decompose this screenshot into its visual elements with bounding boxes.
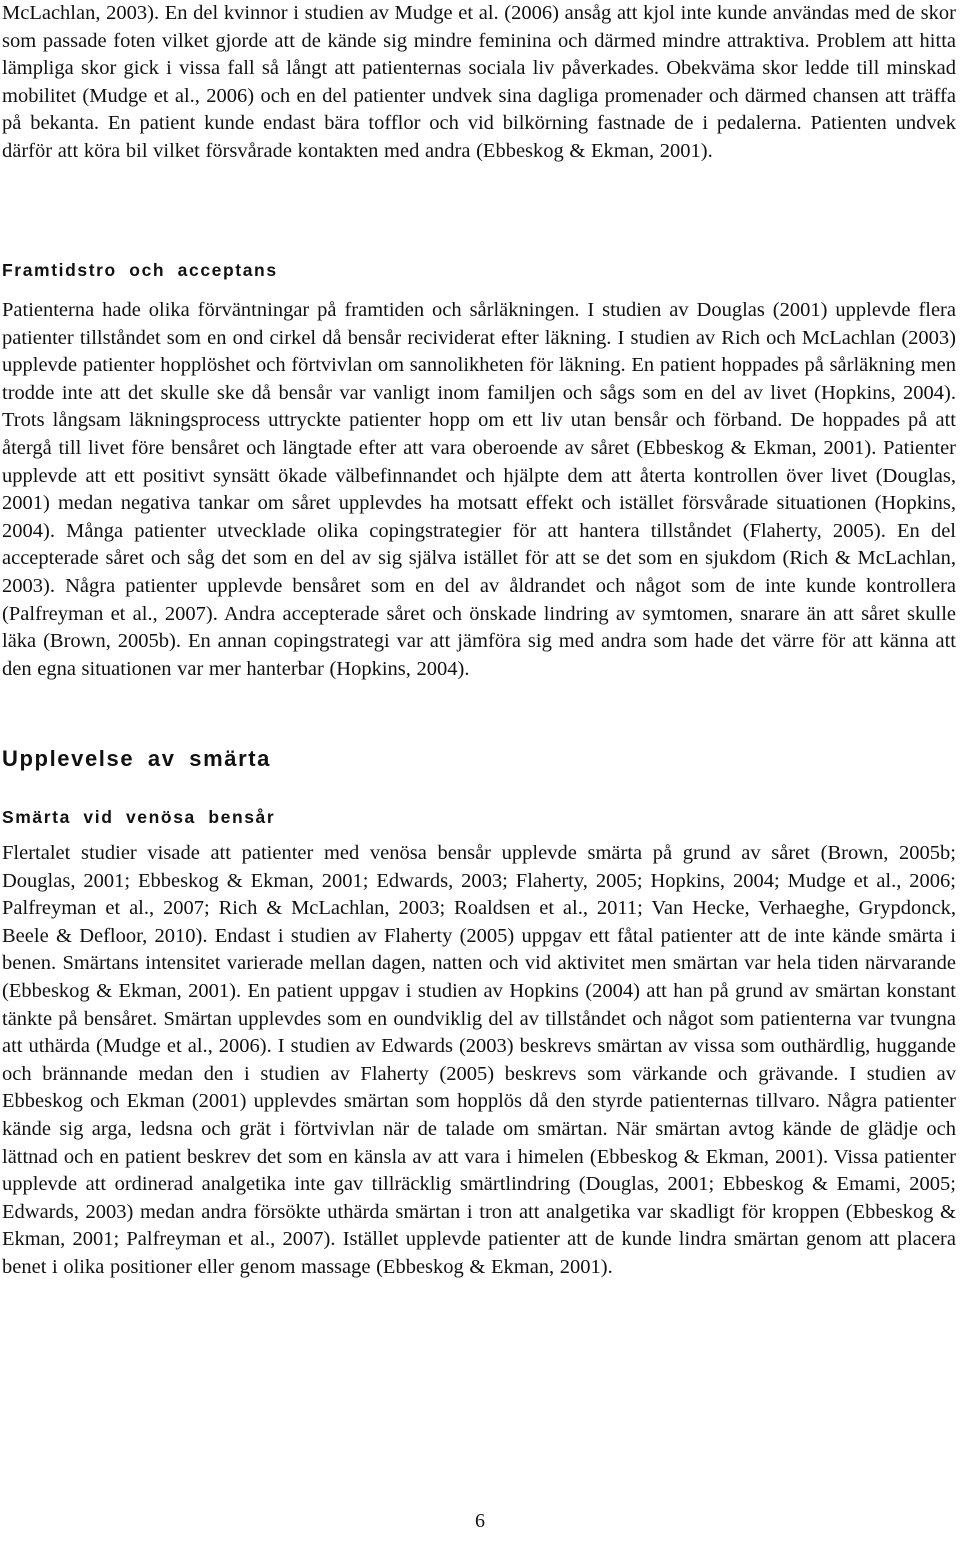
paragraph-pain-venous-ulcers: Flertalet studier visade att patienter med venösa bensår upplevde smärta på grund av såret (Brown, 2005b; Douglas, 2001; Ebbeskog & Ekman, 2001; Edwards, 2003; Flaherty, 2005; Hopkins, 2004; Mudge et al., 2006; Palfreyman et al., 2007; Rich & McLachlan, 2003; Roaldsen et al., 2011; Van Hecke, Verhaeghe, Grypdonck, Beele & Defloor, 2010). Endast i studien av Flaherty (2005) uppgav ett fåtal patienter att de inte kände smärta i benen. Smärtans intensitet varierade mellan dagen, natten och vid aktivitet men smärtan var hela tiden närvarande (Ebbeskog & Ekman, 2001). En patient uppgav i studien av Hopkins (2004) att han på grund av smärtan konstant tänkte på bensåret. Smärtan upplevdes som en oundviklig del av tillståndet och något som patienterna var tvungna att uthärda (Mudge et al., 2006). I studien av Edwards (2003) beskrevs smärtan av vissa som outhärdlig, huggande och brännande medan den i studien av Flaherty (2005) beskrevs som värkande och grävande. I studien av Ebbeskog och Ekman (2001) upplevdes smärtan som hopplös då den styrde patienternas tillvaro. Några patienter kände sig arga, ledsna och grät i förtvivlan när de talade om smärtan. När smärtan avtog kände de glädje och lättnad och en patient beskrev det som en känsla av att vara i himelen (Ebbeskog & Ekman, 2001). Vissa patienter upplevde att ordinerad analgetika inte gav tillräcklig smärtlindring (Douglas, 2001; Ebbeskog & Emami, 2005; Edwards, 2003) medan andra försökte uthärda smärtan i tron att analgetika var skadligt för kroppen (Ebbeskog & Ekman, 2001; Palfreyman et al., 2007). Istället upplevde patienter att de kunde lindra smärtan genom att placera benet i olika positioner eller genom massage (Ebbeskog & Ekman, 2001). [2, 842, 956, 1278]
section-heading-framtidstro: Framtidstro och acceptans [2, 260, 278, 280]
paragraph-future-and-acceptance: Patienterna hade olika förväntningar på framtiden och sårläkningen. I studien av Douglas (2001) upplevde flera patienter tillståndet som en ond cirkel då bensår recividerat efter läkning. I studien av Rich och McLachlan (2003) upplevde patienter hopplöshet och förtvivlan om sannolikheten för läkning. En patient hoppades på sårläkning men trodde inte att det skulle ske då bensår var vanligt inom familjen och sågs som en del av livet (Hopkins, 2004). Trots långsam läkningsprocess uttryckte patienter hopp om ett liv utan bensår och förband. De hoppades på att återgå till livet före bensåret och längtade efter att vara oberoende av såret (Ebbeskog & Ekman, 2001). Patienter upplevde att ett positivt synsätt ökade välbefinnandet och hjälpte dem att återta kontrollen över livet (Douglas, 2001) medan negativa tankar om såret upplevdes ha motsatt effekt och istället försvårade situationen (Hopkins, 2004). Många patienter utvecklade olika copingstrategier för att hantera tillståndet (Flaherty, 2005). En del accepterade såret och såg det som en del av sig själva istället för att se det som en sjukdom (Rich & McLachlan, 2003). Några patienter upplevde bensåret som en del av åldrandet och något som de inte kunde kontrollera (Palfreyman et al., 2007). Andra accepterade såret och önskade lindring av symtomen, snarare än att såret skulle läka (Brown, 2005b). En annan copingstrategi var att jämföra sig med andra som hade det värre för att känna att den egna situationen var mer hanterbar (Hopkins, 2004). [2, 299, 956, 680]
page-number: 6 [475, 1510, 485, 1532]
paragraph-shoes-and-mobility: McLachlan, 2003). En del kvinnor i studien av Mudge et al. (2006) ansåg att kjol inte kunde användas med de skor som passade foten vilket gjorde att de kände sig mindre feminina och därmed mindre attraktiva. Problem att hitta lämpliga skor gick i vissa fall så långt att patienternas sociala liv påverkades. Obekväma skor ledde till minskad mobilitet (Mudge et al., 2006) och en del patienter undvek sina dagliga promenader och därmed chansen att träffa på bekanta. En patient kunde endast bära tofflor och vid bilkörning fastnade de i pedalerna. Patienten undvek därför att köra bil vilket försvårade kontakten med andra (Ebbeskog & Ekman, 2001). [2, 2, 956, 162]
subsection-heading-smarta-venosa-bensar: Smärta vid venösa bensår [2, 807, 276, 827]
section-heading-upplevelse-av-smarta: Upplevelse av smärta [2, 746, 272, 771]
